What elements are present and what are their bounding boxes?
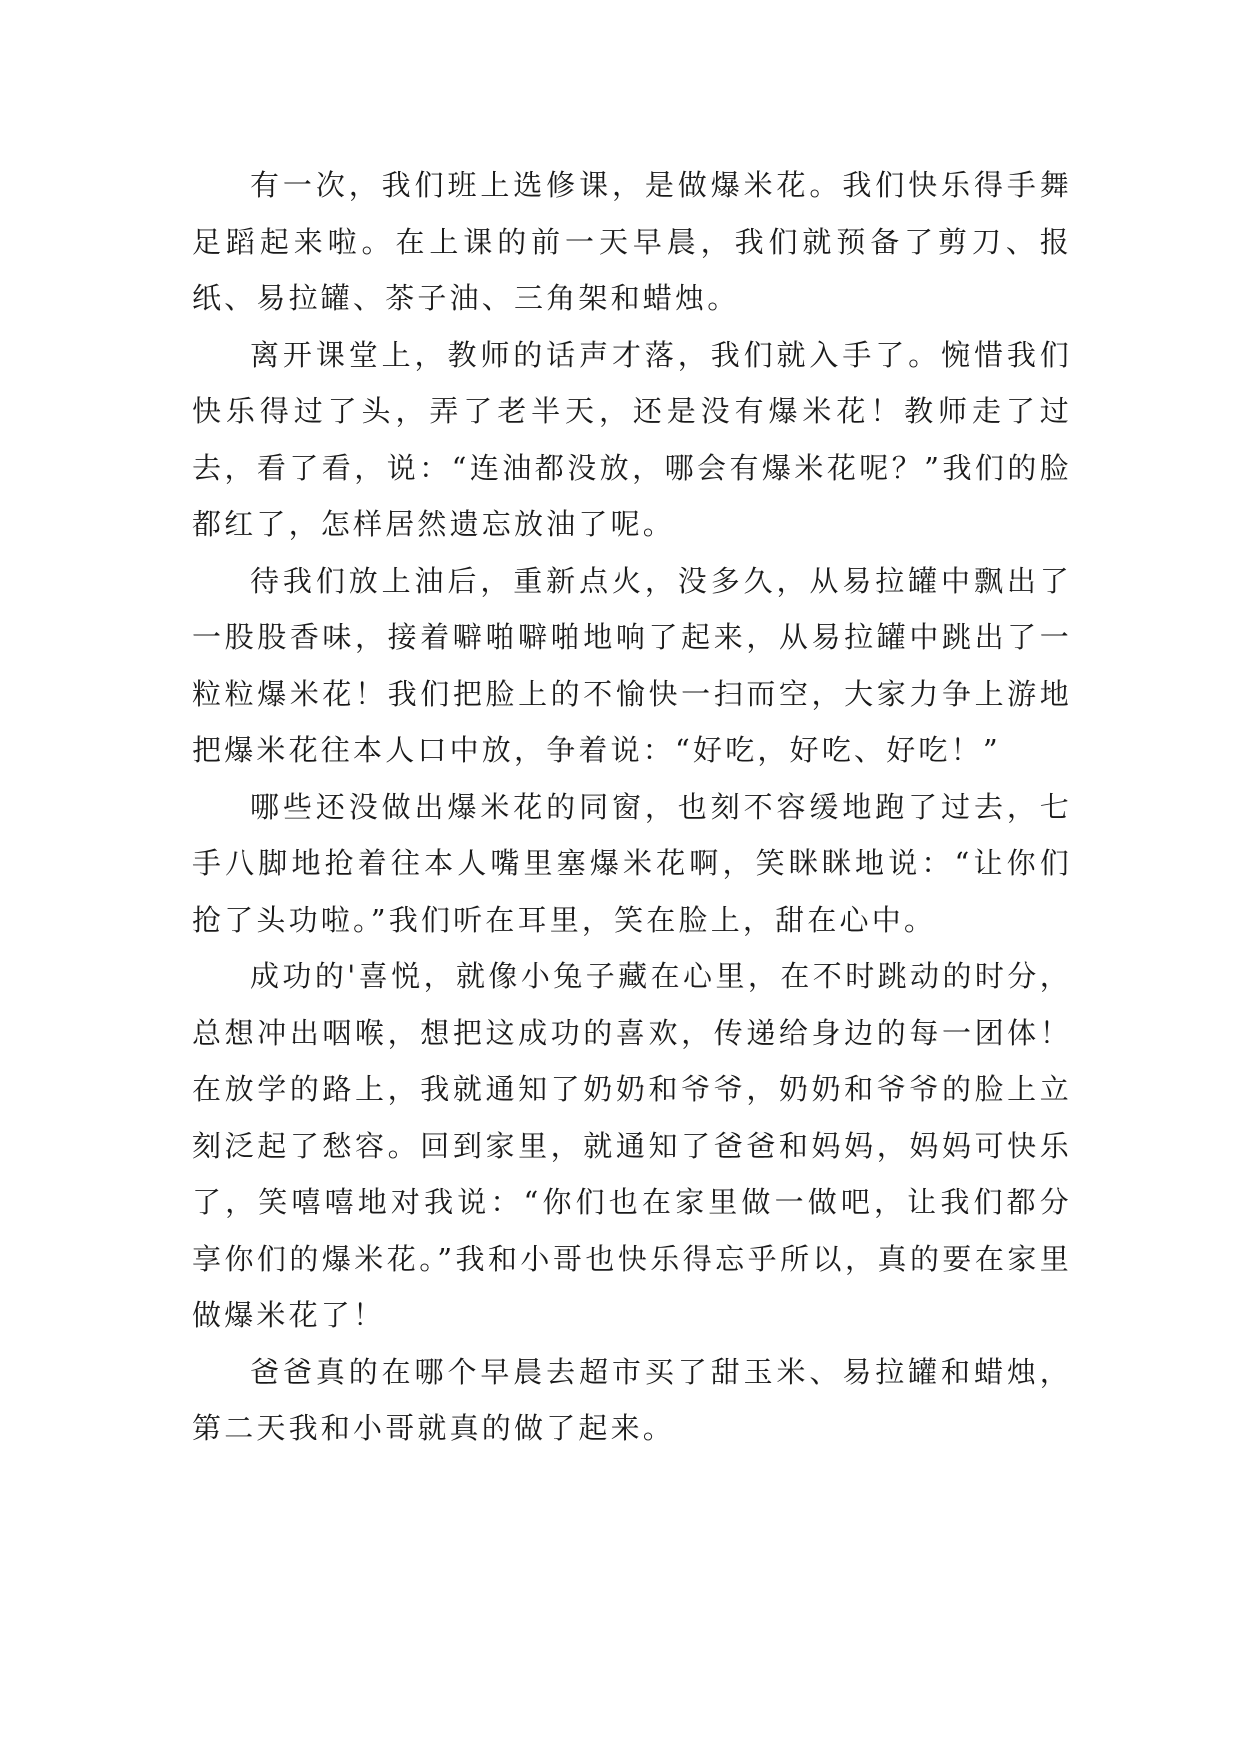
paragraph-1: 有一次，我们班上选修课，是做爆米花。我们快乐得手舞足蹈起来啦。在上课的前一天早晨，我们就预备了剪刀、报纸、易拉罐、茶子油、三角架和蜡烛。 — [192, 168, 1072, 315]
paragraph-4: 哪些还没做出爆米花的同窗，也刻不容缓地跑了过去，七手八脚地抢着往本人嘴里塞爆米花啊，笑眯眯地说：“让你们抢了头功啦。”我们听在耳里，笑在脸上，甜在心中。 — [192, 789, 1072, 937]
paragraph-5: 成功的'喜悦，就像小兔子藏在心里，在不时跳动的时分，总想冲出咽喉，想把这成功的喜欢，传递给身边的每一团体！在放学的路上，我就通知了奶奶和爷爷，奶奶和爷爷的脸上立刻泛起了愁容。回到家里，就通知了爸爸和妈妈，妈妈可快乐了，笑嘻嘻地对我说：“你们也在家里做一做吧，让我们都分享你们的爆米花。”我和小哥也快乐得忘乎所以，真的要在家里做爆米花了！ — [192, 959, 1072, 1332]
paragraph-3: 待我们放上油后，重新点火，没多久，从易拉罐中飘出了一股股香味，接着噼啪噼啪地响了起来，从易拉罐中跳出了一粒粒爆米花！我们把脸上的不愉快一扫而空，大家力争上游地把爆米花往本人口中放，争着说：“好吃，好吃、好吃！” — [192, 563, 1072, 767]
paragraph-6: 爸爸真的在哪个早晨去超市买了甜玉米、易拉罐和蜡烛，第二天我和小哥就真的做了起来。 — [192, 1354, 1072, 1445]
document-body — [192, 157, 1072, 1457]
paragraph-2: 离开课堂上，教师的话声才落，我们就入手了。惋惜我们快乐得过了头，弄了老半天，还是没有爆米花！教师走了过去，看了看，说：“连油都没放，哪会有爆米花呢？”我们的脸都红了，怎样居然遗忘放油了呢。 — [192, 337, 1072, 541]
